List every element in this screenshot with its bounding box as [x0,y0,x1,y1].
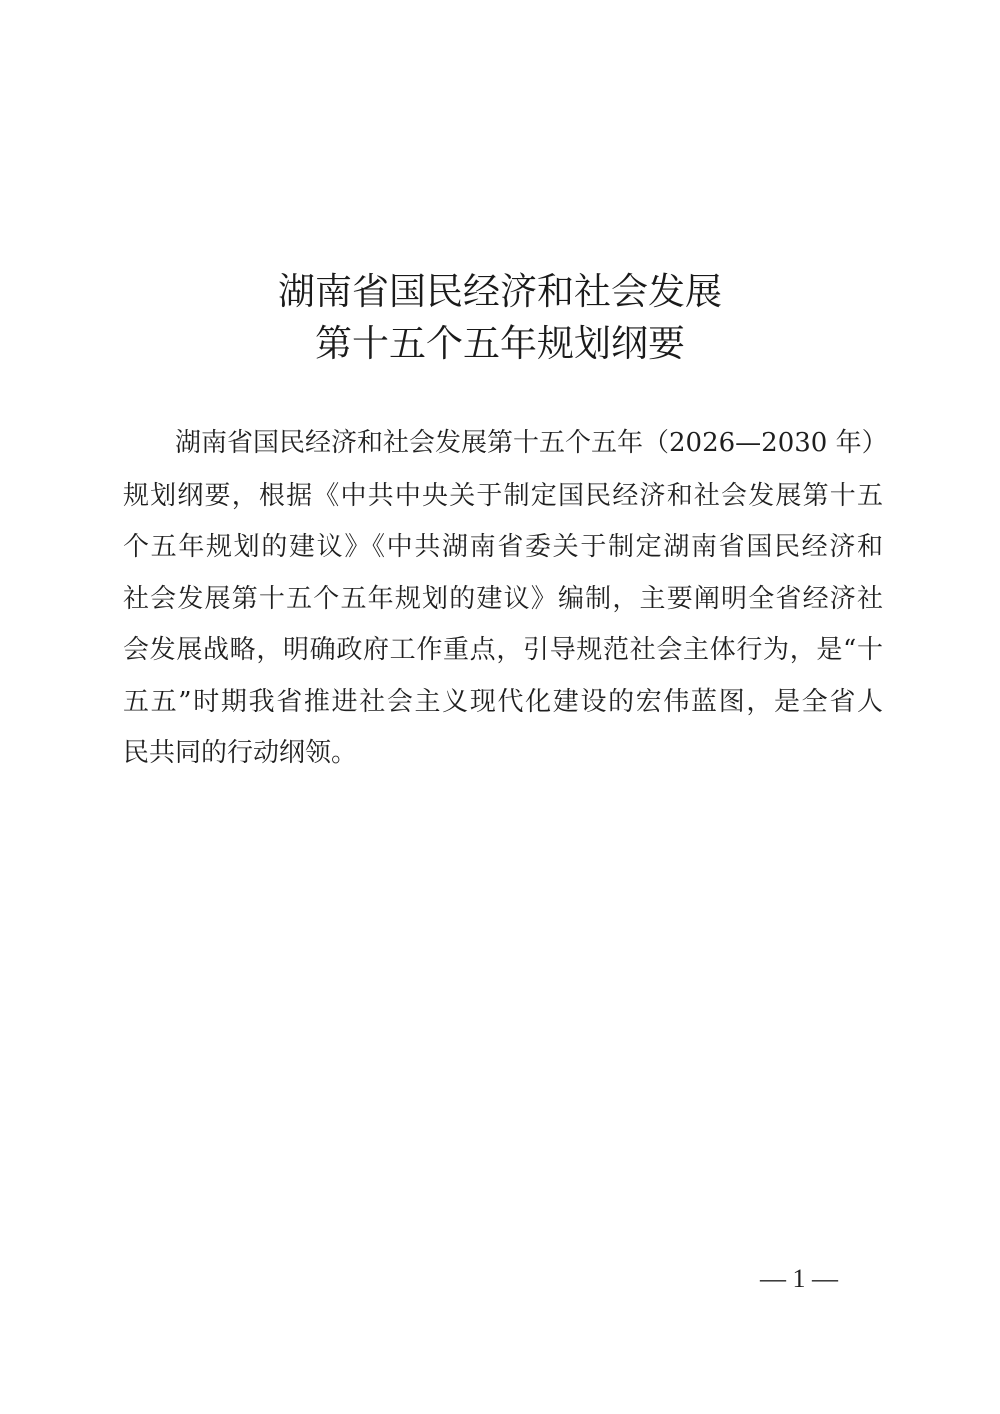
body-text-line-6: 五五”时期我省推进社会主义现代化建设的宏伟蓝图，是全省人 [123,687,883,717]
body-text-line-5: 会发展战略，明确政府工作重点，引导规范社会主体行为，是“十 [123,635,883,665]
page-number: — 1 — [760,1264,838,1293]
document-title-line-2: 第十五个五年规划纲要 [315,322,685,365]
body-text-line-2: 规划纲要，根据《中共中央关于制定国民经济和社会发展第十五 [123,481,883,511]
body-text-line-4: 社会发展第十五个五年规划的建议》编制，主要阐明全省经济社 [123,584,883,614]
body-text-line-1: 湖南省国民经济和社会发展第十五个五年（2026—2030 年） [175,428,888,458]
body-text-line-3: 个五年规划的建议》《中共湖南省委关于制定湖南省国民经济和 [123,532,883,562]
body-text-line-7: 民共同的行动纲领。 [123,738,358,768]
document-title-line-1: 湖南省国民经济和社会发展 [278,270,722,313]
